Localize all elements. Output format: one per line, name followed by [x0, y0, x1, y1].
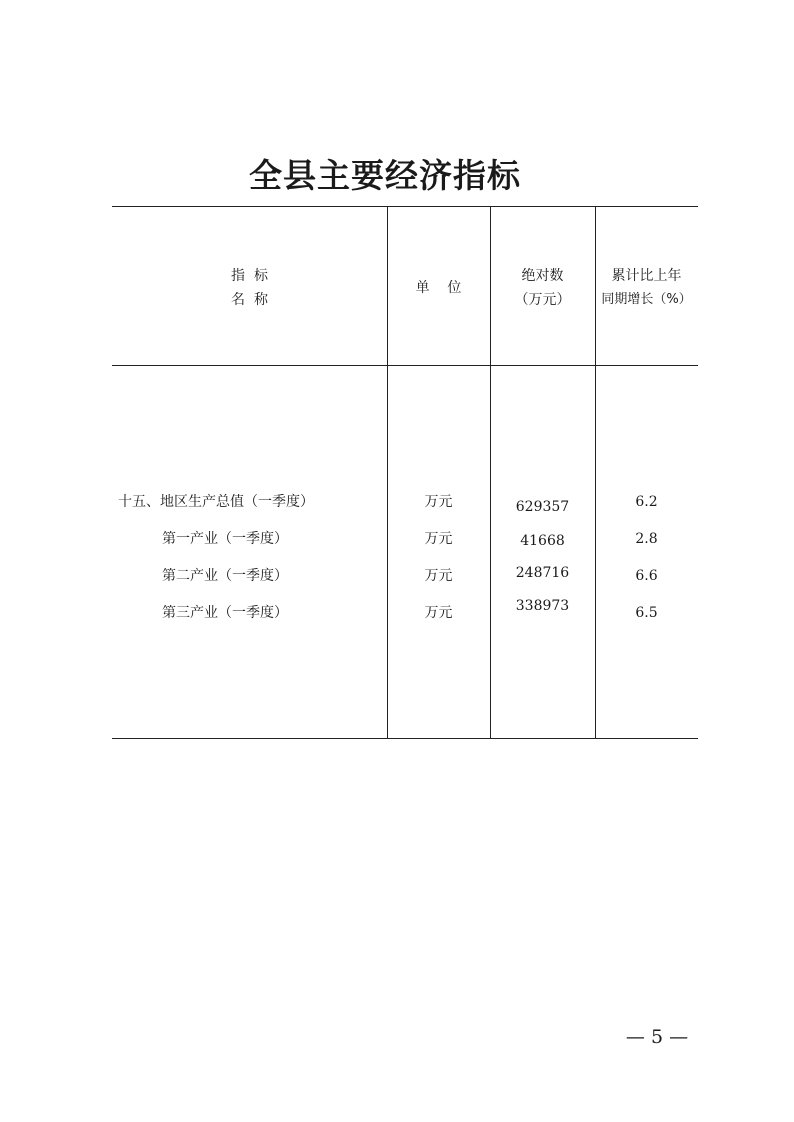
header-growth-rate: 累计比上年 同期增长（%） — [601, 268, 692, 307]
row-indicator-name: 第一产业（一季度） — [162, 531, 288, 547]
row-indicator-name: 十五、地区生产总值（一季度） — [118, 494, 314, 510]
table-top-rule — [112, 206, 698, 207]
row-unit: 万元 — [424, 605, 453, 621]
row-growth-rate: 6.6 — [635, 568, 658, 584]
row-indicator-name: 第三产业（一季度） — [162, 605, 288, 621]
row-unit: 万元 — [424, 568, 453, 584]
header-indicator-name: 指 标 名 称 — [231, 268, 268, 308]
row-indicator-name: 第二产业（一季度） — [162, 568, 288, 584]
page-title: 全县主要经济指标 — [249, 156, 521, 195]
row-absolute-value: 41668 — [520, 533, 565, 549]
row-unit: 万元 — [424, 494, 453, 510]
row-unit: 万元 — [424, 531, 453, 547]
row-growth-rate: 6.2 — [635, 494, 658, 510]
header-absolute-value: 绝对数 （万元） — [514, 268, 571, 308]
row-growth-rate: 2.8 — [635, 531, 658, 547]
row-growth-rate: 6.5 — [635, 605, 658, 621]
table-bottom-rule — [112, 738, 698, 739]
header-unit: 单 位 — [415, 280, 462, 296]
row-absolute-value: 338973 — [515, 598, 570, 614]
row-absolute-value: 248716 — [515, 565, 570, 581]
page-number: — 5 — — [625, 1026, 689, 1048]
row-absolute-value: 629357 — [515, 499, 570, 515]
table-header-rule — [112, 365, 698, 366]
